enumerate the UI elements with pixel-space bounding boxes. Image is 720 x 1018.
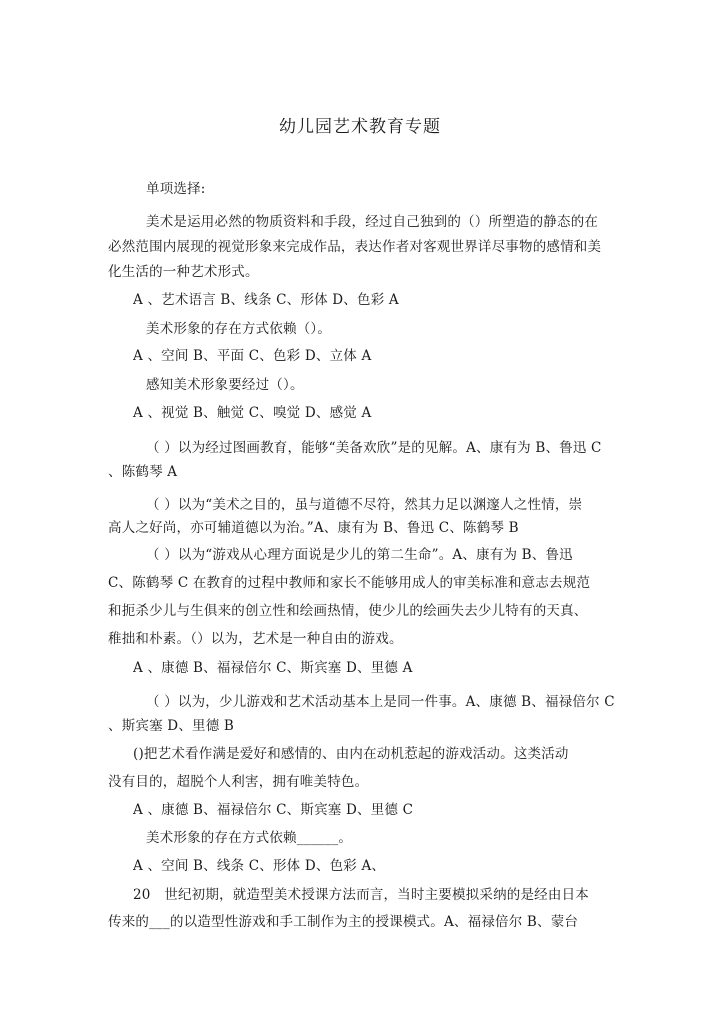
question-text: ()把艺术看作满是爱好和感情的、由内在动机惹起的游戏活动。这类活动 bbox=[133, 746, 569, 762]
question-text: 高人之好尚，亦可辅道德以为治。”A、康有为 B、鲁迅 C、陈鹤琴 B bbox=[108, 520, 519, 536]
section-heading: 单项选择: bbox=[146, 181, 206, 197]
page-title: 幼儿园艺术教育专题 bbox=[279, 117, 441, 137]
question-text: （ ）以为“美术之目的，虽与道德不尽符，然其力足以渊邃人之性情，崇 bbox=[146, 497, 583, 513]
question-text: 必然范围内展现的视觉形象来完成作品，表达作者对客观世界详尽事物的感情和美 bbox=[108, 239, 602, 255]
answer-options: A 、康德 B、福禄倍尔 C、斯宾塞 D、里德 C bbox=[133, 802, 414, 818]
question-text: 20 世纪初期，就造型美术授课方法而言，当时主要模拟采纳的是经由日本 bbox=[133, 887, 589, 903]
question-text: 美术是运用必然的物质资料和手段，经过自己独到的（）所塑造的静态的在 bbox=[146, 214, 599, 230]
question-text: C、陈鹤琴 C 在教育的过程中教师和家长不能够用成人的审美标准和意志去规范 bbox=[108, 575, 591, 591]
answer-options: A 、空间 B、线条 C、形体 D、色彩 A、 bbox=[133, 858, 386, 874]
answer-options: A 、艺术语言 B、线条 C、形体 D、色彩 A bbox=[133, 292, 399, 308]
question-text: 、斯宾塞 D、里德 B bbox=[108, 718, 235, 734]
question-text: 美术形象的存在方式依赖______。 bbox=[146, 830, 353, 846]
question-text: 感知美术形象要经过（）。 bbox=[146, 377, 304, 393]
question-text: 稚拙和朴素。（）以为，艺术是一种自由的游戏。 bbox=[108, 631, 403, 647]
question-text: 、陈鹤琴 A bbox=[108, 464, 178, 480]
question-text: 和扼杀少儿与生俱来的创立性和绘画热情，使少儿的绘画失去少儿特有的天真、 bbox=[108, 603, 588, 619]
answer-options: A 、空间 B、平面 C、色彩 D、立体 A bbox=[133, 348, 372, 364]
question-text: 传来的___的以造型性游戏和手工制作为主的授课模式。A、福禄倍尔 B、蒙台 bbox=[108, 914, 579, 930]
question-text: 美术形象的存在方式依赖（）。 bbox=[146, 321, 332, 337]
question-text: （ ）以为经过图画教育，能够“美备欢欣”是的见解。A、康有为 B、鲁迅 C bbox=[146, 440, 602, 456]
answer-options: A 、视觉 B、触觉 C、嗅觉 D、感觉 A bbox=[133, 405, 372, 421]
question-text: 化生活的一种艺术形式。 bbox=[108, 264, 259, 280]
answer-options: A 、康德 B、福禄倍尔 C、斯宾塞 D、里德 A bbox=[133, 660, 413, 676]
question-text: （ ）以为“游戏从心理方面说是少儿的第二生命”。A、康有为 B、鲁迅 bbox=[146, 547, 573, 563]
question-text: （ ）以为，少儿游戏和艺术活动基本上是同一件事。A、康德 B、福禄倍尔 C bbox=[146, 694, 615, 710]
question-text: 没有目的，超脱个人利害，拥有唯美特色。 bbox=[108, 774, 369, 790]
